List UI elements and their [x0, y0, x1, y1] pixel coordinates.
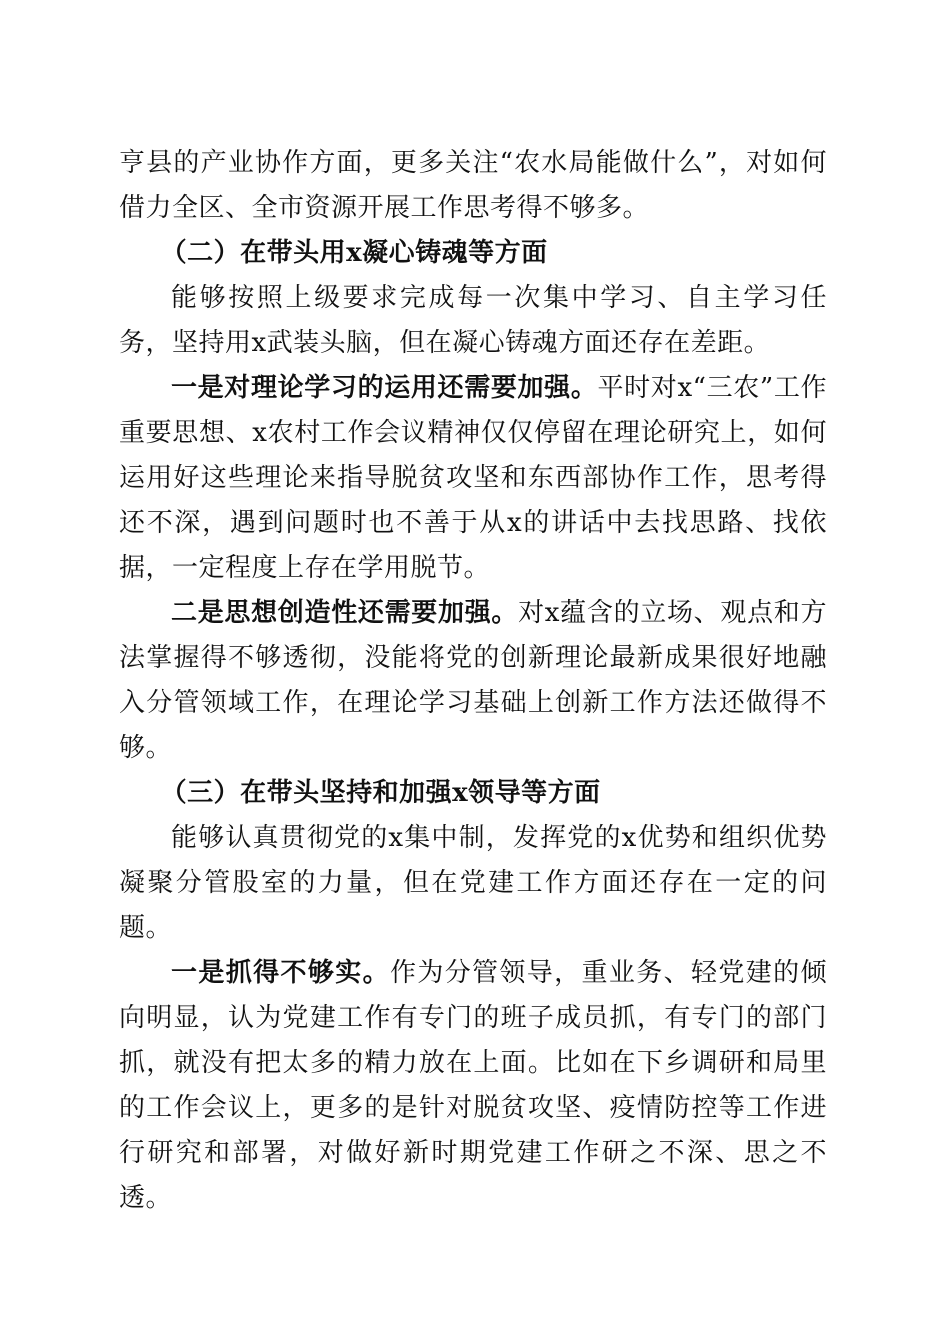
paragraph-continuation: 亨县的产业协作方面，更多关注“农水局能做什么”，对如何借力全区、全市资源开展工作思考得不够多。 — [119, 148, 827, 223]
paragraph-creativity — [119, 591, 827, 771]
paragraph-section-3-intro: 能够认真贯彻党的x集中制，发挥党的x优势和组织优势凝聚分管股室的力量，但在党建工作方面还存在一定的问题。 — [119, 823, 827, 943]
paragraph-text: 平时对x“三农”工作重要思想、x农村工作会议精神仅仅停留在理论研究上，如何运用好这些理论来指导脱贫攻坚和东西部协作工作，思考得还不深，遇到问题时也不善于从x的讲话中去找思路、找依据，一定程度上存在学用脱节。 — [119, 373, 827, 583]
paragraph-text: 作为分管领导，重业务、轻党建的倾向明显，认为党建工作有专门的班子成员抓，有专门的部门抓，就没有把太多的精力放在上面。比如在下乡调研和局里的工作会议上，更多的是针对脱贫攻坚、疫情防控等工作进行研究和部署，对做好新时期党建工作研之不深、思之不透。 — [119, 958, 827, 1213]
section-heading-2: （二）在带头用x凝心铸魂等方面 — [160, 238, 548, 268]
paragraph-section-2-intro: 能够按照上级要求完成每一次集中学习、自主学习任务，坚持用x武装头脑，但在凝心铸魂方面还存在差距。 — [119, 283, 827, 358]
paragraph-text: 对x蕴含的立场、观点和方法掌握得不够透彻，没能将党的创新理论最新成果很好地融入分管领域工作，在理论学习基础上创新工作方法还做得不够。 — [119, 598, 827, 763]
paragraph-implementation — [119, 951, 827, 1221]
paragraph-lead: 一是抓得不够实。 — [171, 958, 390, 988]
section-heading-3: （三）在带头坚持和加强x领导等方面 — [160, 778, 601, 808]
paragraph-lead: 一是对理论学习的运用还需要加强。 — [171, 373, 598, 403]
document-body — [119, 141, 827, 1221]
paragraph-lead: 二是思想创造性还需要加强。 — [171, 598, 519, 628]
paragraph-theory-application — [119, 366, 827, 591]
